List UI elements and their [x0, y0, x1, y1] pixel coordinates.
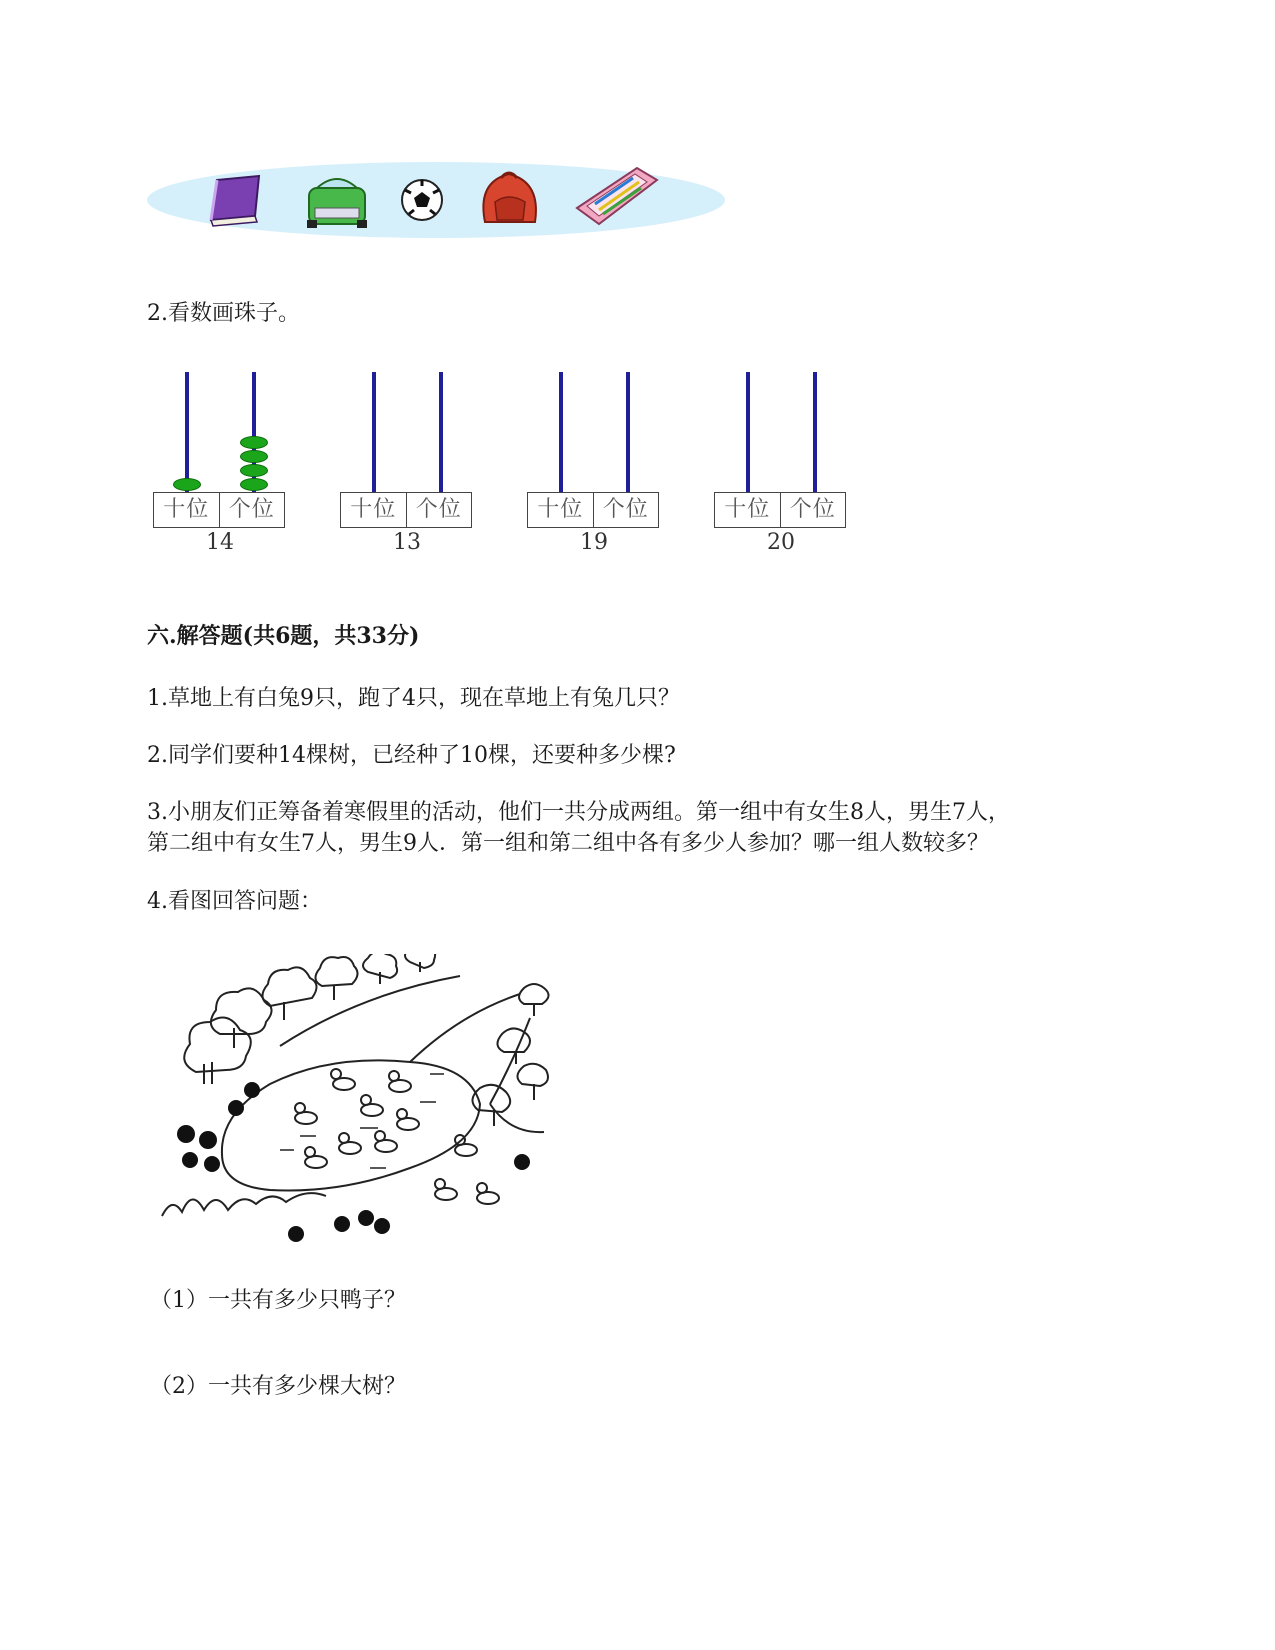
- duck-icon: [389, 1071, 411, 1092]
- place-value-box: [714, 492, 846, 528]
- sub-question-2: （2）一共有多少棵大树？: [150, 1374, 406, 1399]
- duck-icon: [339, 1133, 361, 1154]
- abacus-number: 19: [580, 530, 608, 555]
- abacus-13: [340, 372, 474, 555]
- tree-icon: [519, 984, 549, 1016]
- soccer-ball-icon: [402, 180, 442, 220]
- ones-label: 个位: [406, 493, 472, 527]
- tens-label: 十位: [163, 497, 210, 522]
- ones-rod: [439, 372, 443, 494]
- tree-icon: [363, 954, 397, 984]
- duck-icon: [477, 1183, 499, 1204]
- duck-icon: [397, 1109, 419, 1130]
- school-items-strip: [147, 158, 725, 242]
- abacus-19: [527, 372, 661, 555]
- tens-rod: [372, 372, 376, 494]
- tree-icon: [405, 954, 435, 972]
- tens-label: 十位: [350, 497, 397, 522]
- word-problem-2: 2.同学们要种14棵树，已经种了10棵，还要种多少棵?: [147, 743, 676, 768]
- tens-bead: [173, 478, 201, 491]
- tens-rod: [185, 372, 189, 494]
- ones-label: 个位: [593, 493, 659, 527]
- sub-question-1: （1）一共有多少只鸭子？: [150, 1288, 406, 1313]
- abacus-14: [153, 372, 287, 555]
- ones-bead: [240, 478, 268, 491]
- ones-rod: [626, 372, 630, 494]
- ones-bead: [240, 464, 268, 477]
- tens-rod: [746, 372, 750, 494]
- duck-icon: [295, 1103, 317, 1124]
- tens-label: 十位: [537, 497, 584, 522]
- ones-bead: [240, 436, 268, 449]
- place-value-box: [340, 492, 472, 528]
- duck-icon: [305, 1147, 327, 1168]
- flower-icon: [177, 1082, 530, 1242]
- tree-icon: [184, 1018, 251, 1085]
- ones-rod: [813, 372, 817, 494]
- ones-label: 个位: [780, 493, 846, 527]
- abacus-20: [714, 372, 848, 555]
- question-2-title: 2.看数画珠子。: [147, 301, 300, 326]
- abacus-number: 13: [393, 530, 421, 555]
- tree-icon: [517, 1064, 548, 1100]
- place-value-box: [527, 492, 659, 528]
- duck-icon: [455, 1135, 477, 1156]
- abacus-number: 20: [767, 530, 795, 555]
- abacus-number: 14: [206, 530, 234, 555]
- ones-label: 个位: [219, 493, 285, 527]
- word-problem-1: 1.草地上有白兔9只，跑了4只，现在草地上有兔几只？: [147, 686, 680, 711]
- tree-icon: [315, 957, 357, 1000]
- word-problem-3-line-2: 第二组中有女生7人，男生9人．第一组和第二组中各有多少人参加？哪一组人数较多？: [147, 831, 989, 856]
- place-value-box: [153, 492, 285, 528]
- duck-icon: [435, 1179, 457, 1200]
- tens-label: 十位: [724, 497, 771, 522]
- duck-icon: [375, 1131, 397, 1152]
- word-problem-4: 4.看图回答问题：: [147, 889, 322, 914]
- duck-icon: [361, 1095, 383, 1116]
- pond-ducks-trees-illustration: [160, 954, 590, 1264]
- section-heading: 六.解答题(共6题，共33分): [147, 623, 420, 649]
- book-icon: [211, 176, 259, 226]
- word-problem-3-line-1: 3.小朋友们正筹备着寒假里的活动，他们一共分成两组。第一组中有女生8人，男生7人，: [147, 800, 1010, 825]
- duck-icon: [331, 1069, 355, 1090]
- ones-bead: [240, 450, 268, 463]
- tens-rod: [559, 372, 563, 494]
